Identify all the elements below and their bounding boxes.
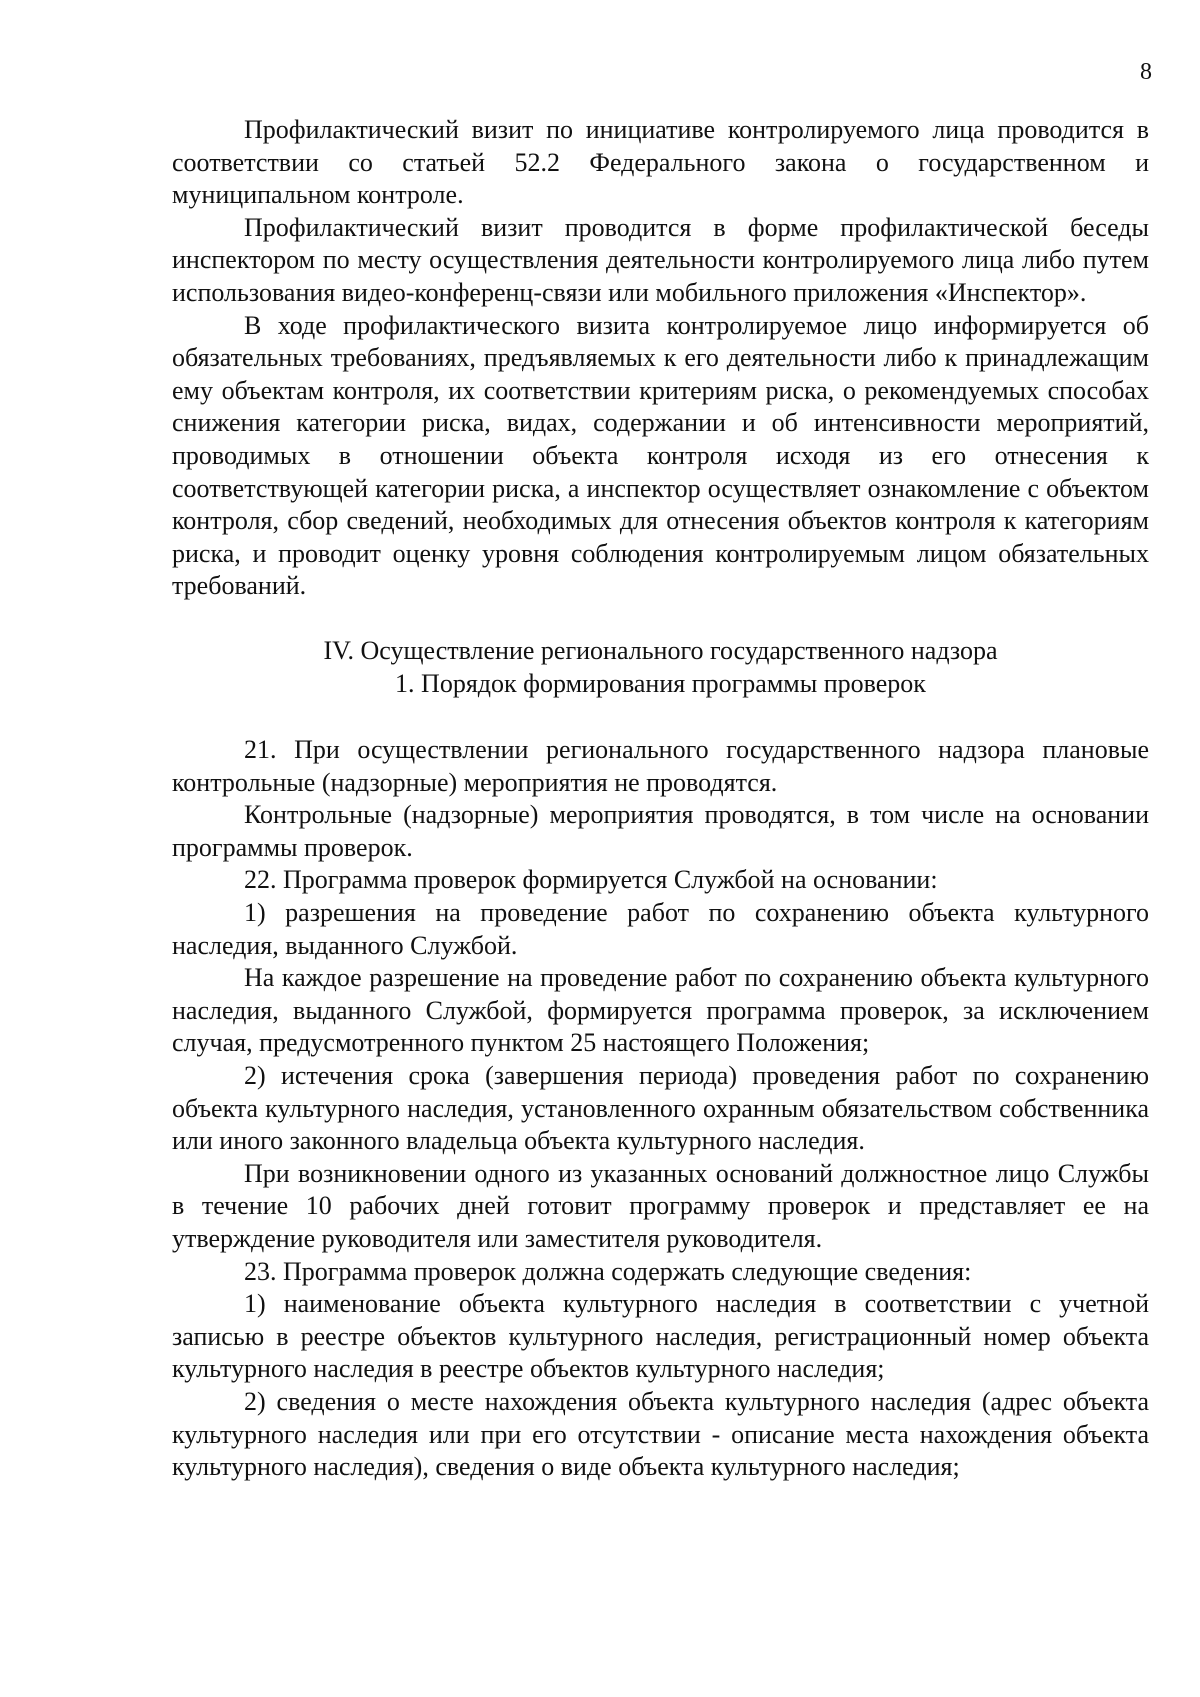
- paragraph: В ходе профилактического визита контролируемое лицо информируется об обязательных требованиях, предъявляемых к его деятельности либо к принадлежащим ему объектам контроля, их соответствии критериям риска, о рекомендуемых способах снижения категории риска, видах, содержании и об интенсивности мероприятий, проводимых в отношении объекта контроля исходя из его отнесения к соответствующей категории риска, а инспектор осуществляет ознакомление с объектом контроля, сбор сведений, необходимых для отнесения объектов контроля к категориям риска, и проводит оценку уровня соблюдения контролируемым лицом обязательных требований.: [172, 310, 1149, 601]
- paragraph: 1) разрешения на проведение работ по сохранению объекта культурного наследия, выданного Службой.: [172, 898, 1149, 960]
- paragraph: 2) сведения о месте нахождения объекта культурного наследия (адрес объекта культурного наследия или при его отсутствии - описание места нахождения объекта культурного наследия), сведения о виде объекта культурного наследия;: [172, 1386, 1149, 1482]
- paragraph: 21. При осуществлении регионального государственного надзора плановые контрольные (надзорные) мероприятия не проводятся.: [172, 735, 1149, 797]
- section-title: IV. Осуществление регионального государственного надзора: [323, 635, 998, 665]
- paragraph: 23. Программа проверок должна содержать следующие сведения:: [244, 1256, 972, 1286]
- section-heading: [172, 635, 1149, 700]
- subsection-title: 1. Порядок формирования программы проверок: [395, 668, 926, 698]
- paragraph: Контрольные (надзорные) мероприятия проводятся, в том числе на основании программы проверок.: [172, 800, 1149, 862]
- paragraph: 1) наименование объекта культурного наследия в соответствии с учетной записью в реестре объектов культурного наследия, регистрационный номер объекта культурного наследия в реестре объектов культурного наследия;: [172, 1289, 1149, 1384]
- page-number: 8: [1140, 59, 1152, 85]
- paragraph: Профилактический визит проводится в форме профилактической беседы инспектором по месту осуществления деятельности контролируемого лица либо путем использования видео-конференц-связи или мобильного приложения «Инспектор».: [172, 212, 1149, 307]
- document-body: [172, 114, 1149, 1484]
- paragraph: При возникновении одного из указанных оснований должностное лицо Службы в течение 10 рабочих дней готовит программу проверок и представляет ее на утверждение руководителя или заместителя руководителя.: [172, 1158, 1149, 1253]
- paragraph: На каждое разрешение на проведение работ по сохранению объекта культурного наследия, выданного Службой, формируется программа проверок, за исключением случая, предусмотренного пунктом 25 настоящего Положения;: [172, 963, 1149, 1058]
- paragraph: 2) истечения срока (завершения периода) проведения работ по сохранению объекта культурного наследия, установленного охранным обязательством собственника или иного законного владельца объекта культурного наследия.: [172, 1061, 1149, 1156]
- paragraph: 22. Программа проверок формируется Службой на основании:: [244, 865, 938, 895]
- paragraph: Профилактический визит по инициативе контролируемого лица проводится в соответствии со статьей 52.2 Федерального закона о государственном и муниципальном контроле.: [172, 115, 1149, 210]
